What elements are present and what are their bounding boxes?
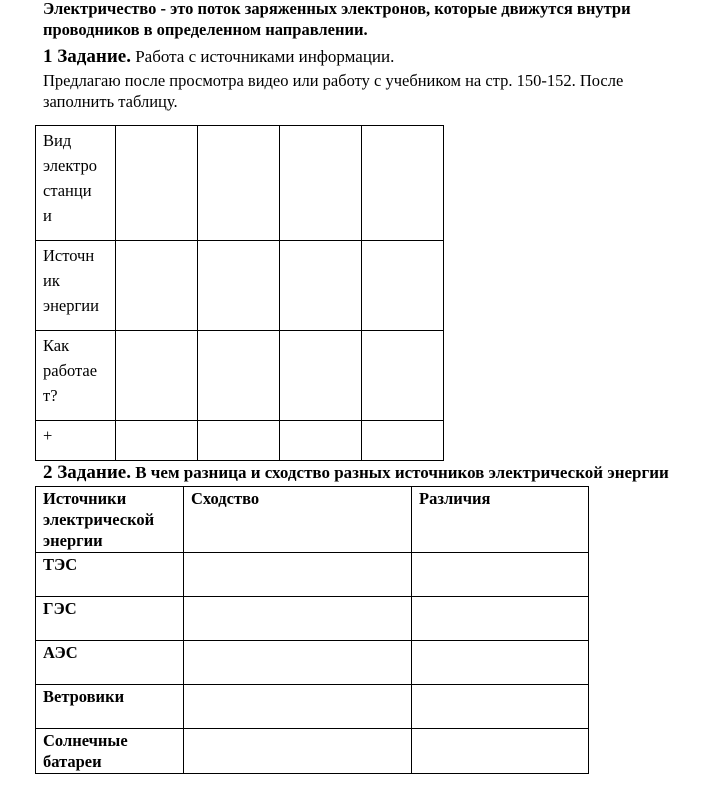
row-label-station-type [36, 126, 116, 241]
table-row [36, 729, 589, 774]
label-line: станци [43, 181, 92, 200]
task2-heading [43, 462, 669, 484]
answer-cell[interactable] [362, 241, 444, 331]
table-row [36, 641, 589, 685]
label-line: и [43, 206, 52, 225]
intro-line-1: Электричество - это поток заряженных электронов, которые движутся внутри [43, 0, 631, 18]
row-label-wind [36, 685, 184, 729]
header-line: энергии [43, 531, 103, 550]
answer-cell[interactable] [116, 126, 198, 241]
answer-cell[interactable] [412, 597, 589, 641]
task1-description [43, 70, 623, 112]
answer-cell[interactable] [198, 421, 280, 461]
task1-heading [43, 46, 394, 68]
answer-cell[interactable] [184, 729, 412, 774]
row-label-ges [36, 597, 184, 641]
answer-cell[interactable] [184, 685, 412, 729]
label-line: ГЭС [43, 599, 77, 618]
table-row [36, 553, 589, 597]
answer-cell[interactable] [198, 331, 280, 421]
row-label-tes [36, 553, 184, 597]
answer-cell[interactable] [362, 331, 444, 421]
label-line: + [43, 426, 53, 445]
row-label-aes [36, 641, 184, 685]
task2-table [35, 486, 589, 774]
answer-cell[interactable] [116, 241, 198, 331]
task1-title: Работа с источниками информации. [130, 47, 395, 66]
answer-cell[interactable] [198, 126, 280, 241]
intro-text [43, 0, 702, 40]
label-line: работае [43, 361, 98, 380]
table-row [36, 331, 444, 421]
task1-desc-line-2: заполнить таблицу. [43, 92, 178, 111]
row-label-plus [36, 421, 116, 461]
answer-cell[interactable] [412, 641, 589, 685]
answer-cell[interactable] [184, 597, 412, 641]
answer-cell[interactable] [412, 729, 589, 774]
answer-cell[interactable] [412, 685, 589, 729]
answer-cell[interactable] [412, 553, 589, 597]
table-row [36, 126, 444, 241]
header-sources [36, 487, 184, 553]
label-line: Источн [43, 246, 95, 265]
label-line: Как [43, 336, 70, 355]
header-line: Источники [43, 489, 127, 508]
label-line: АЭС [43, 643, 78, 662]
table-row [36, 241, 444, 331]
answer-cell[interactable] [116, 421, 198, 461]
answer-cell[interactable] [362, 126, 444, 241]
label-line: Вид [43, 131, 72, 150]
answer-cell[interactable] [184, 553, 412, 597]
label-line: батареи [43, 752, 102, 771]
task2-number: 2 Задание. [43, 462, 131, 483]
answer-cell[interactable] [280, 331, 362, 421]
table-row [36, 421, 444, 461]
answer-cell[interactable] [116, 331, 198, 421]
answer-cell[interactable] [362, 421, 444, 461]
label-line: Ветровики [43, 687, 125, 706]
answer-cell[interactable] [184, 641, 412, 685]
table-header-row [36, 487, 589, 553]
label-line: ТЭС [43, 555, 78, 574]
row-label-energy-source [36, 241, 116, 331]
intro-line-2: проводников в определенном направлении. [43, 20, 368, 39]
label-line: Солнечные [43, 731, 128, 750]
table-row [36, 685, 589, 729]
row-label-solar [36, 729, 184, 774]
header-line: электрической [43, 510, 155, 529]
table-row [36, 597, 589, 641]
header-similarity: Сходство [184, 487, 412, 553]
answer-cell[interactable] [280, 241, 362, 331]
answer-cell[interactable] [198, 241, 280, 331]
label-line: т? [43, 386, 58, 405]
answer-cell[interactable] [280, 421, 362, 461]
label-line: электро [43, 156, 98, 175]
answer-cell[interactable] [280, 126, 362, 241]
header-differences: Различия [412, 487, 589, 553]
task1-desc-line-1: Предлагаю после просмотра видео или работу с учебником на стр. 150-152. После [43, 71, 624, 90]
label-line: энергии [43, 296, 99, 315]
task2-title: В чем разница и сходство разных источников электрической энергии [130, 463, 669, 482]
task1-table [35, 125, 444, 461]
task1-number: 1 Задание. [43, 46, 131, 67]
row-label-how-it-works [36, 331, 116, 421]
label-line: ик [43, 271, 60, 290]
